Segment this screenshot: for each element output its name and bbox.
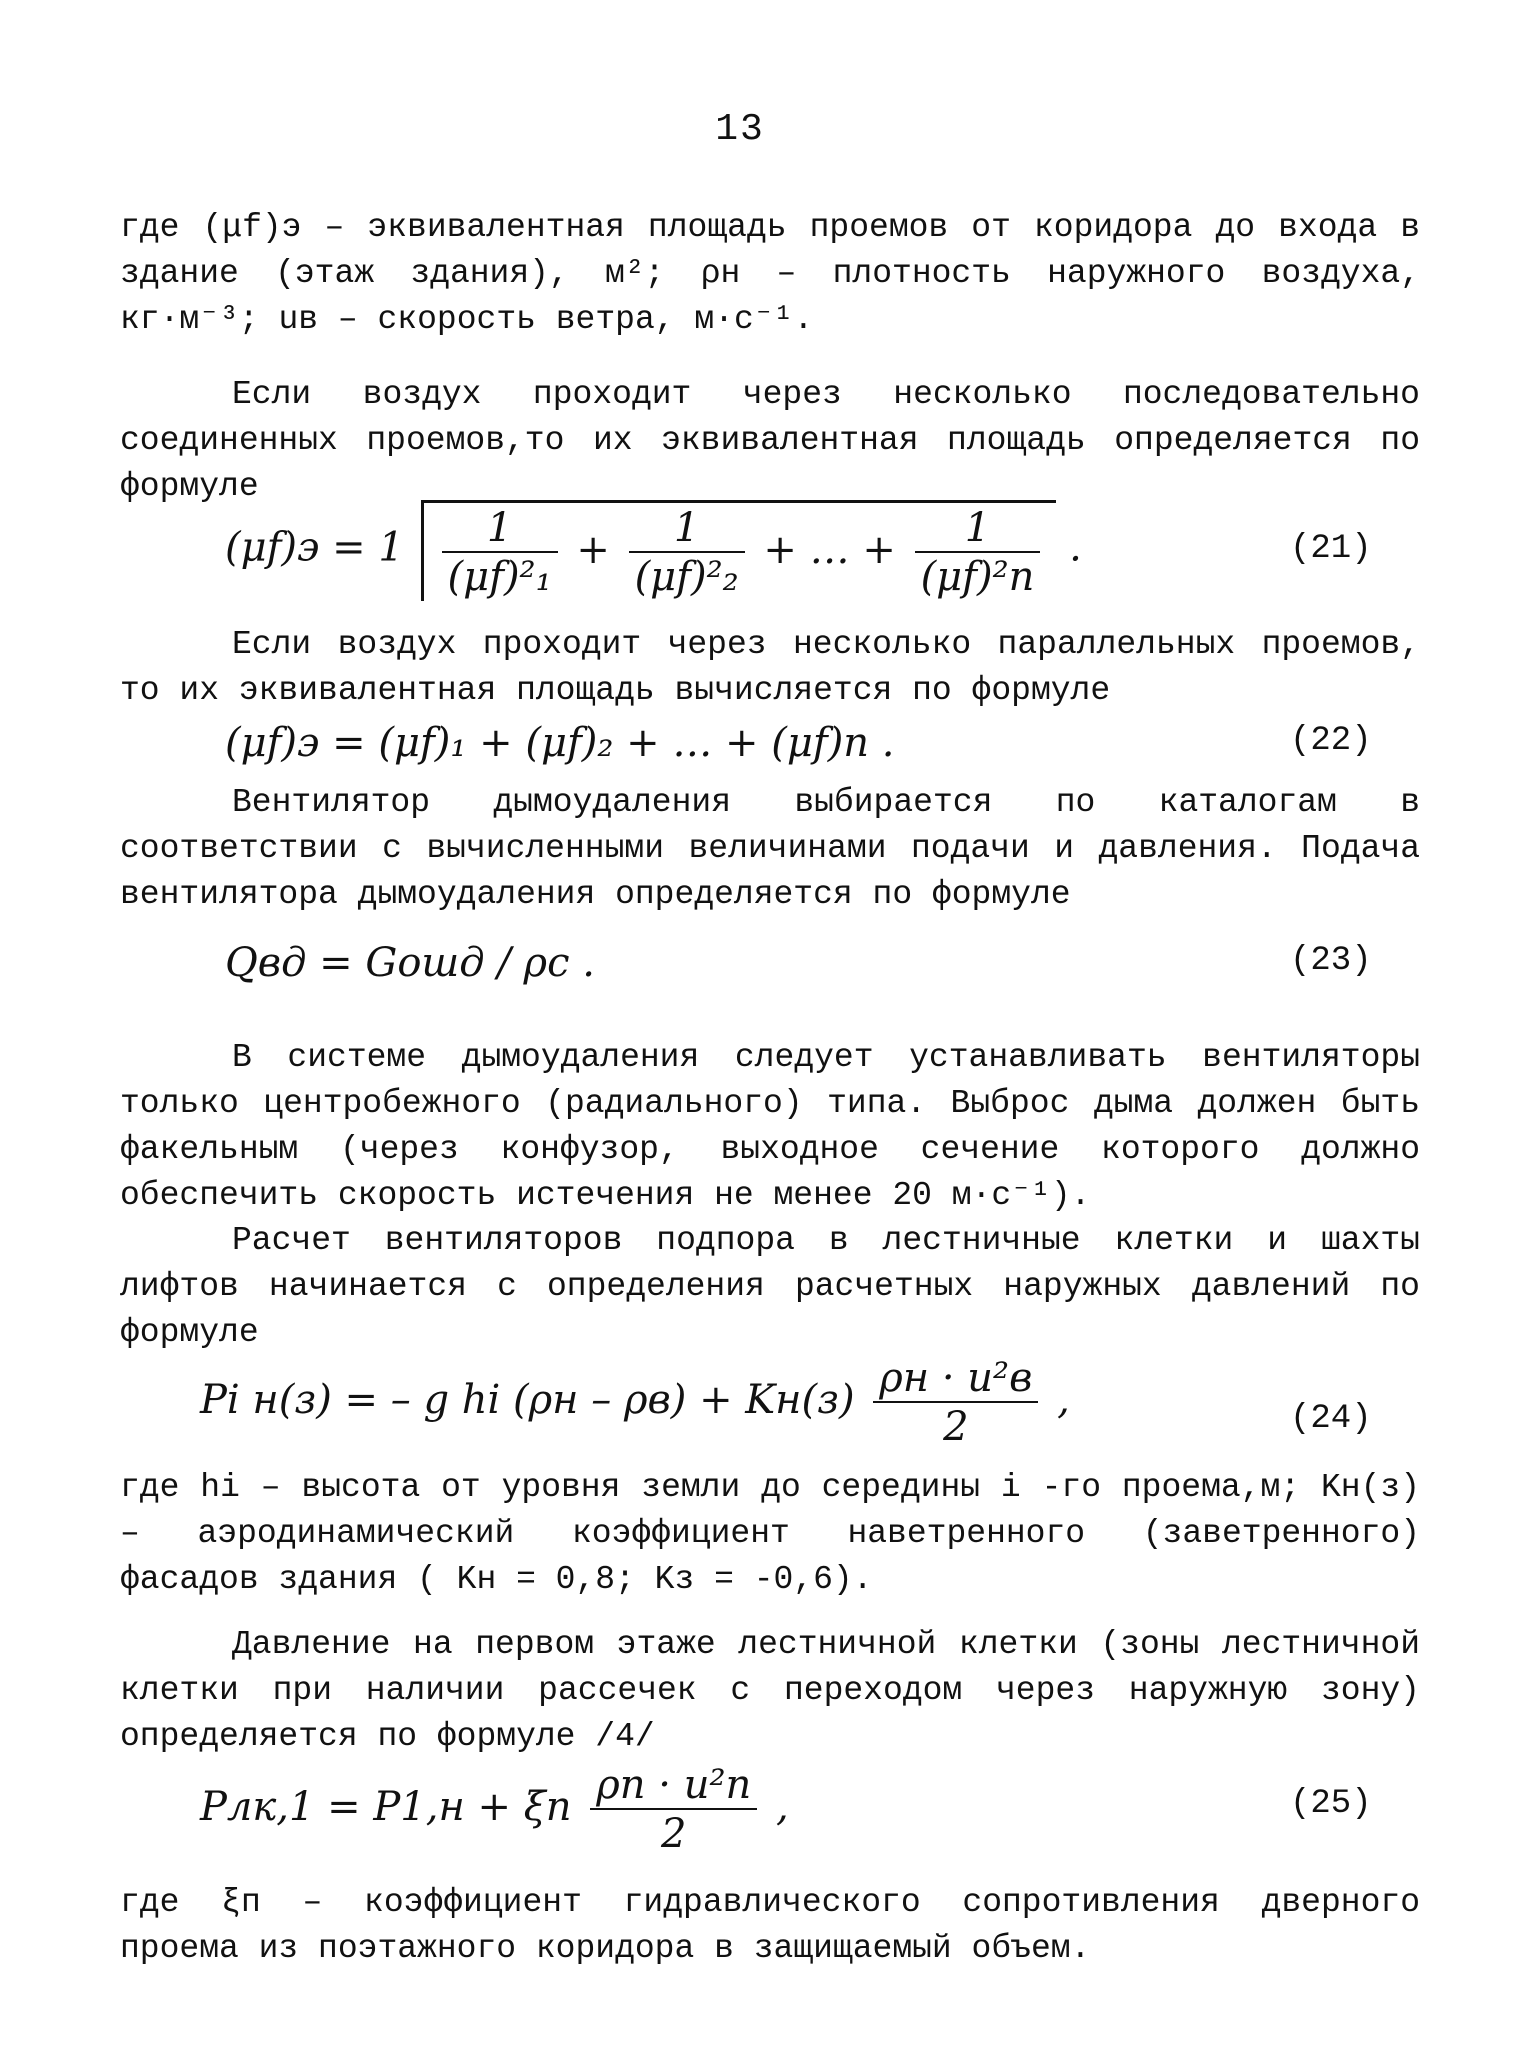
- equation-23: Qвд = Gошд / ρc .: [225, 940, 595, 986]
- equation-25: Pлк,1 = P1,н + ξп $\frac{\text{ρп · u²п}}{2}$ ,: [200, 1762, 789, 1857]
- paragraph-definitions-3: где ξп – коэффициент гидравлического сопротивления дверного проема из поэтажного коридора в защищаемый объем.: [120, 1884, 1420, 1967]
- equation-24-lhs: Pi н(з) = – g hi (ρн – ρв) + Kн(з): [200, 1377, 855, 1423]
- sqrt-sign: $\frac{1}{\text{(μf)²₁}}$ + $\frac{1}{\text{(μf)²₂}}$ + … + $\frac{1}{\text{(μf)²n}}$: [421, 500, 1057, 601]
- paragraph-series-openings: Если воздух проходит через несколько последовательно соединенных проемов,то их эквивалентная площадь определяется по формуле: [120, 376, 1420, 505]
- equation-24: Pi н(з) = – g hi (ρн – ρв) + Kн(з) $\frac{\text{ρн · u²в}}{2}$ ,: [200, 1355, 1070, 1450]
- fraction-dynamic-pressure: $\frac{\text{ρн · u²в}}{2}$: [873, 1355, 1038, 1451]
- fraction-door-pressure: $\frac{\text{ρп · u²п}}{2}$: [590, 1762, 757, 1858]
- paragraph-pressurization-fans: Расчет вентиляторов подпора в лестничные клетки и шахты лифтов начинается с определения расчетных наружных давлений по формуле: [120, 1222, 1420, 1351]
- equation-21: (μf)э = 1 $\frac{1}{\text{(μf)²₁}}$ + $\frac{1}{\text{(μf)²₂}}$ + … + $\frac{1}{\text{(μf)²n}}$ .: [225, 500, 1082, 601]
- fraction-term-n: $\frac{1}{\text{(μf)²n}}$: [915, 505, 1041, 601]
- equation-number-25: (25): [1290, 1785, 1372, 1823]
- equation-number-24: (24): [1290, 1400, 1372, 1438]
- equation-number-22: (22): [1290, 722, 1372, 760]
- equation-number-23: (23): [1290, 942, 1372, 980]
- paragraph-centrifugal-fans: В системе дымоудаления следует устанавливать вентиляторы только центробежного (радиального) типа. Выброс дыма должен быть факельным (через конфузор, выходное сечение которого должно обеспечить скорость истечения не менее 20 м·с⁻¹).: [120, 1039, 1420, 1214]
- paragraph-first-floor-pressure: Давление на первом этаже лестничной клетки (зоны лестничной клетки при наличии рассечек с переходом через наружную зону) определяется по формуле /4/: [120, 1626, 1420, 1755]
- paragraph-parallel-openings: Если воздух проходит через несколько параллельных проемов, то их эквивалентная площадь вычисляется по формуле: [120, 626, 1420, 709]
- page-number: 13: [715, 108, 765, 151]
- fraction-term-2: $\frac{1}{\text{(μf)²₂}}$: [629, 505, 745, 601]
- paragraph-definitions-2: где hi – высота от уровня земли до середины i -го проема,м; Kн(з) – аэродинамический коэффициент наветренного (заветренного) фасадов здания ( Kн = 0,8; Kз = -0,6).: [120, 1469, 1420, 1598]
- equation-22: (μf)э = (μf)₁ + (μf)₂ + … + (μf)n .: [225, 720, 895, 766]
- equation-21-lhs: (μf)э = 1: [225, 524, 404, 571]
- fraction-term-1: $\frac{1}{\text{(μf)²₁}}$: [442, 505, 558, 601]
- ellipsis: + … +: [763, 527, 896, 573]
- paragraph-definitions-1: где (μf)э – эквивалентная площадь проемов от коридора до входа в здание (этаж здания), м²; ρн – плотность наружного воздуха, кг·м⁻³; uв – скорость ветра, м·с⁻¹.: [120, 209, 1420, 338]
- equation-25-lhs: Pлк,1 = P1,н + ξп: [200, 1784, 572, 1830]
- equation-number-21: (21): [1290, 530, 1372, 568]
- paragraph-fan-selection: Вентилятор дымоудаления выбирается по каталогам в соответствии с вычисленными величинами подачи и давления. Подача вентилятора дымоудаления определяется по формуле: [120, 784, 1420, 913]
